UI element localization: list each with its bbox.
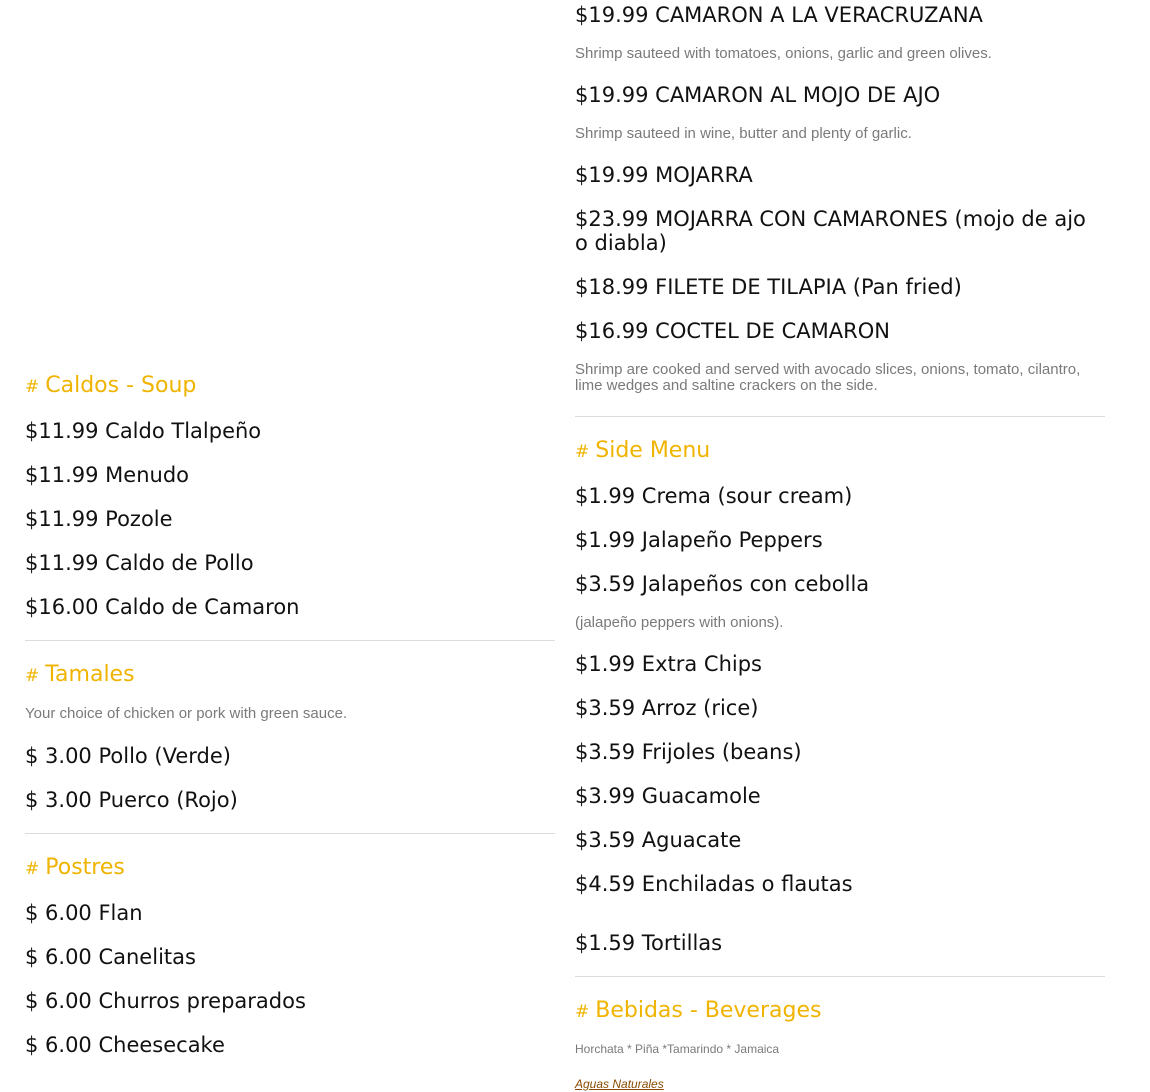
hash-icon: # bbox=[25, 666, 40, 686]
menu-item: $3.59 Aguacate bbox=[575, 828, 742, 852]
menu-item: $3.59 Frijoles (beans) bbox=[575, 740, 802, 764]
menu-item: $ 6.00 Churros preparados bbox=[25, 989, 306, 1013]
menu-item: $19.99 CAMARON A LA VERACRUZANA bbox=[575, 3, 983, 27]
item-description: Shrimp are cooked and served with avocado slices, onions, tomato, cilantro, lime wedges and saltine crackers on the side. bbox=[575, 361, 1081, 394]
menu-item: $11.99 Caldo Tlalpeño bbox=[25, 419, 262, 443]
menu-item: $16.99 COCTEL DE CAMARON bbox=[575, 319, 890, 343]
menu-item: $23.99 MOJARRA CON CAMARONES (mojo de ajo o diabla) bbox=[575, 207, 1086, 255]
section-heading-tamales: # Tamales bbox=[25, 662, 135, 687]
menu-item: $ 6.00 Canelitas bbox=[25, 945, 196, 969]
subheading-aguas-naturales: Aguas Naturales bbox=[575, 1077, 664, 1091]
menu-item: $11.99 Pozole bbox=[25, 507, 173, 531]
menu-item: $ 3.00 Pollo (Verde) bbox=[25, 744, 231, 768]
menu-item: $3.59 Jalapeños con cebolla bbox=[575, 572, 870, 596]
hash-icon: # bbox=[575, 1002, 590, 1022]
section-divider bbox=[575, 416, 1105, 417]
menu-item: $16.00 Caldo de Camaron bbox=[25, 595, 300, 619]
menu-item: $1.59 Tortillas bbox=[575, 931, 723, 955]
section-divider bbox=[25, 640, 555, 641]
hash-icon: # bbox=[25, 377, 40, 397]
hash-icon: # bbox=[575, 442, 590, 462]
menu-item: $1.99 Extra Chips bbox=[575, 652, 762, 676]
item-description: Shrimp sauteed in wine, butter and plenty of garlic. bbox=[575, 125, 912, 142]
menu-item: $ 6.00 Cheesecake bbox=[25, 1033, 225, 1057]
section-description: Horchata * Piña *Tamarindo * Jamaica bbox=[575, 1042, 780, 1056]
hash-icon: # bbox=[25, 859, 40, 879]
section-heading-postres: # Postres bbox=[25, 855, 125, 880]
menu-item: $11.99 Menudo bbox=[25, 463, 189, 487]
item-description: Shrimp sauteed with tomatoes, onions, garlic and green olives. bbox=[575, 45, 992, 62]
section-heading-side-menu: # Side Menu bbox=[575, 438, 711, 463]
menu-item: $ 6.00 Flan bbox=[25, 901, 143, 925]
section-description: Your choice of chicken or pork with green sauce. bbox=[25, 705, 348, 722]
section-heading-caldos: # Caldos - Soup bbox=[25, 373, 197, 398]
menu-item: $3.99 Guacamole bbox=[575, 784, 761, 808]
menu-item: $1.99 Jalapeño Peppers bbox=[575, 528, 823, 552]
menu-item: $3.59 Arroz (rice) bbox=[575, 696, 759, 720]
menu-item: $1.99 Crema (sour cream) bbox=[575, 484, 853, 508]
menu-item: $19.99 MOJARRA bbox=[575, 163, 753, 187]
section-divider bbox=[25, 833, 555, 834]
section-heading-bebidas: # Bebidas - Beverages bbox=[575, 998, 822, 1023]
menu-item: $ 3.00 Puerco (Rojo) bbox=[25, 788, 238, 812]
menu-item: $4.59 Enchiladas o flautas bbox=[575, 872, 853, 896]
menu-item: $19.99 CAMARON AL MOJO DE AJO bbox=[575, 83, 941, 107]
item-description: (jalapeño peppers with onions). bbox=[575, 614, 784, 631]
menu-item: $18.99 FILETE DE TILAPIA (Pan fried) bbox=[575, 275, 962, 299]
menu-item: $11.99 Caldo de Pollo bbox=[25, 551, 254, 575]
section-divider bbox=[575, 976, 1105, 977]
